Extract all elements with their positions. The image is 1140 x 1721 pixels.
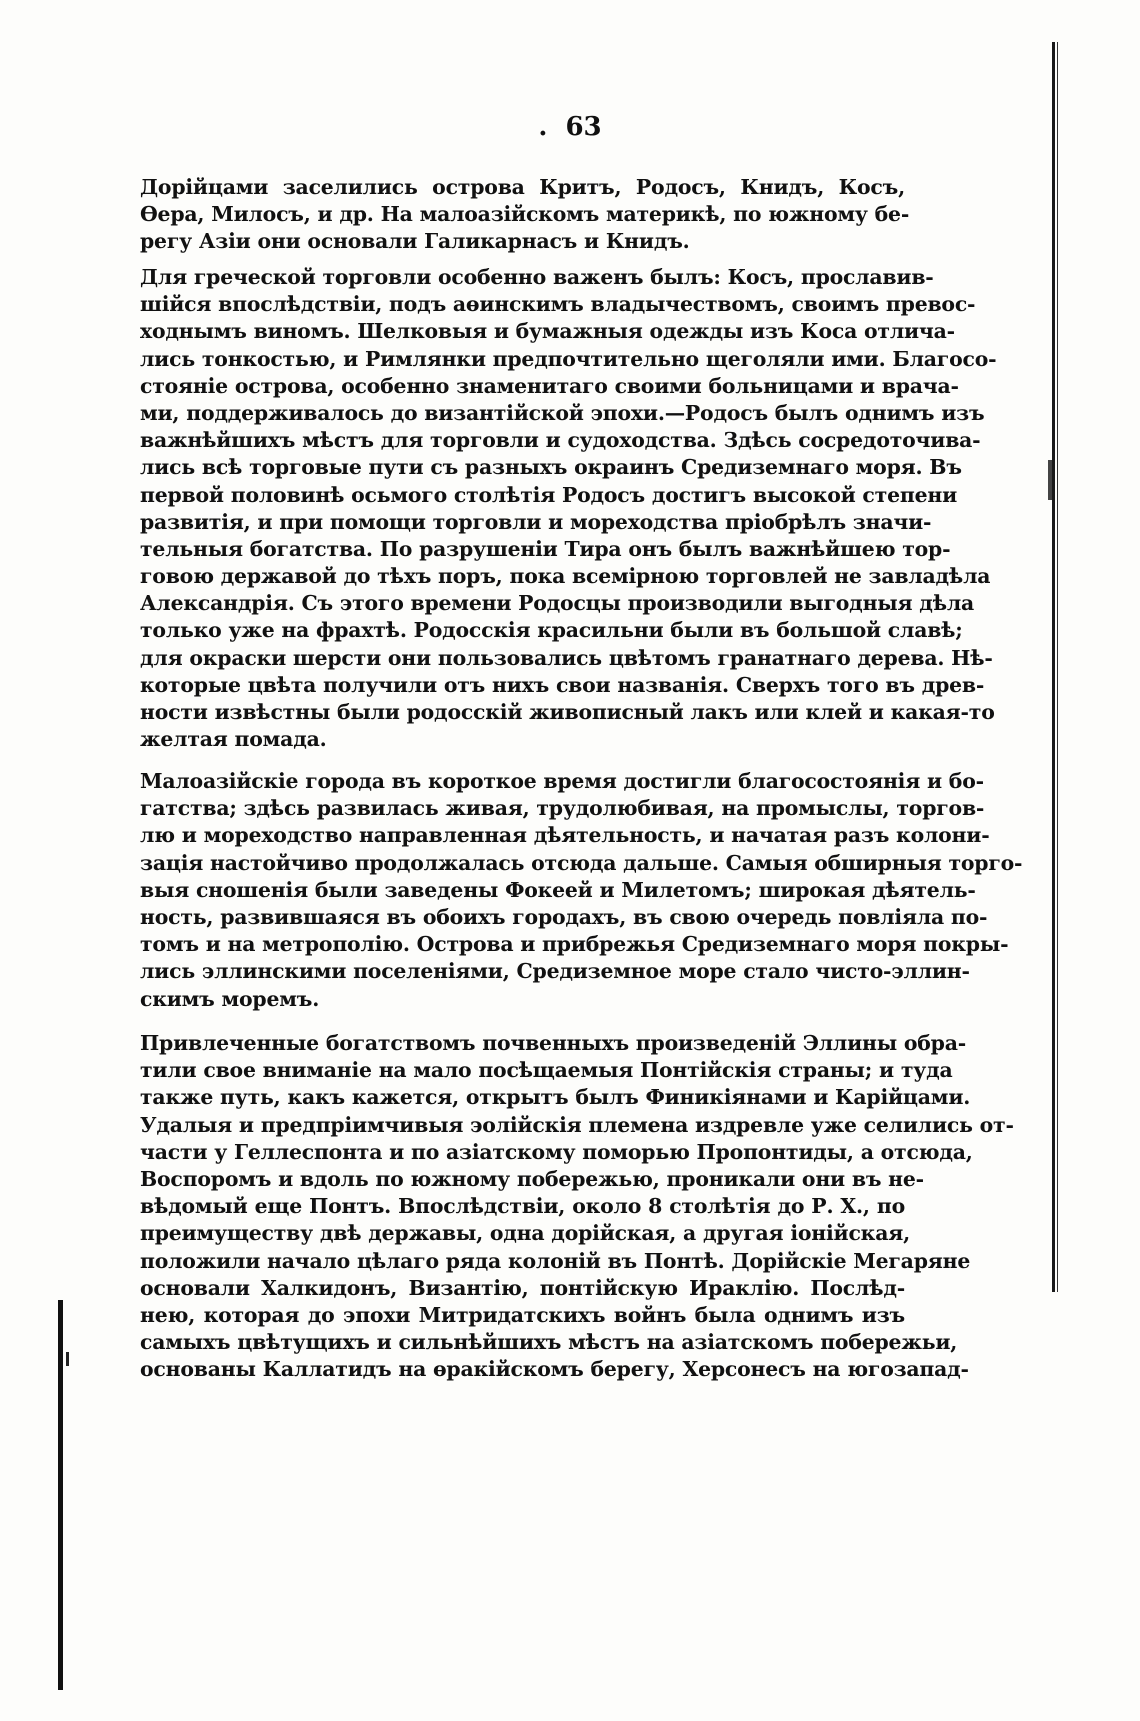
text-line: развитія, и при помощи торговли и мореходства пріобрѣлъ значи- bbox=[140, 509, 932, 534]
page-edge-mark bbox=[1048, 460, 1052, 500]
text-line: Александрія. Съ этого времени Родосцы производили выгодныя дѣла bbox=[140, 591, 975, 616]
page-number-value: 63 bbox=[565, 112, 602, 142]
text-line: стояніе острова, особенно знаменитаго своими больницами и врача- bbox=[140, 373, 959, 398]
text-line: ность, развившаяся въ обоихъ городахъ, въ свою очередь повліяла по- bbox=[140, 904, 988, 929]
page-number bbox=[0, 112, 1140, 142]
paragraph-asia-minor bbox=[140, 768, 1023, 1013]
text-line: Өера, Милосъ, и др. На малоазійскомъ материкѣ, по южному бе- bbox=[140, 202, 910, 227]
page-left-edge bbox=[58, 1300, 63, 1690]
text-line: выя сношенія были заведены Фокеей и Милетомъ; широкая дѣятель- bbox=[140, 877, 976, 902]
text-line: вѣдомый еще Понтъ. Впослѣдствіи, около 8 столѣтія до Р. Х., по bbox=[140, 1194, 905, 1219]
paragraph-trade bbox=[140, 264, 997, 753]
text-line: желтая помада. bbox=[140, 727, 327, 752]
text-line: говою державой до тѣхъ поръ, пока всемірною торговлей не завладѣла bbox=[140, 564, 991, 589]
text-line: Удалыя и предпріимчивыя эолійскія племена издревле уже селились от- bbox=[140, 1112, 1014, 1137]
text-line: положили начало цѣлаго ряда колоній въ Понтѣ. Дорійскіе Мегаряне bbox=[140, 1248, 971, 1273]
text-line: Дорійцами заселились острова Критъ, Родосъ, Книдъ, Косъ, bbox=[140, 175, 905, 199]
text-line: только уже на фрахтѣ. Родосскія красильни были въ большой славѣ; bbox=[140, 618, 963, 643]
paragraph-pontus bbox=[140, 1030, 1014, 1383]
text-line: Для греческой торговли особенно важенъ былъ: Косъ, прославив- bbox=[140, 265, 934, 289]
text-line: самыхъ цвѣтущихъ и сильнѣйшихъ мѣстъ на азіатскомъ побережьи, bbox=[140, 1330, 958, 1355]
text-line: регу Азіи они основали Галикарнасъ и Книдъ. bbox=[140, 229, 690, 254]
text-line: Воспоромъ и вдоль по южному побережью, проникали они въ не- bbox=[140, 1166, 924, 1191]
text-line: лись всѣ торговые пути съ разныхъ окраинъ Средиземнаго моря. Въ bbox=[140, 455, 962, 480]
text-line: ности извѣстны были родосскій живописный лакъ или клей и какая-то bbox=[140, 700, 995, 724]
text-line: скимъ моремъ. bbox=[140, 986, 320, 1011]
page-left-tick bbox=[66, 1352, 69, 1366]
text-line: ходнымъ виномъ. Шелковыя и бумажныя одежды изъ Коса отлича- bbox=[140, 319, 955, 344]
text-line: первой половинѣ осьмого столѣтія Родосъ достигъ высокой степени bbox=[140, 482, 957, 507]
text-line: основаны Каллатидъ на өракійскомъ берегу, Херсонесъ на югозапад- bbox=[140, 1357, 969, 1382]
text-line: томъ и на метрополію. Острова и прибрежья Средиземнаго моря покры- bbox=[140, 932, 1009, 957]
text-line: лись эллинскими поселеніями, Средиземное море стало чисто-эллин- bbox=[140, 959, 970, 984]
text-line: основали Халкидонъ, Византію, понтійскую Ираклію. Послѣд- bbox=[140, 1275, 905, 1300]
text-line: ми, поддерживалось до византійской эпохи.—Родосъ былъ однимъ изъ bbox=[140, 400, 985, 425]
text-line: тили свое вниманіе на мало посѣщаемыя Понтійскія страны; и туда bbox=[140, 1058, 953, 1083]
text-line: также путь, какъ кажется, открытъ былъ Финикіянами и Карійцами. bbox=[140, 1085, 971, 1110]
page-number-mark: . bbox=[538, 112, 548, 142]
text-line: лись тонкостью, и Римлянки предпочтительно щеголяли ими. Благосо- bbox=[140, 346, 997, 371]
text-line: которые цвѣта получили отъ нихъ свои названія. Сверхъ того въ древ- bbox=[140, 672, 985, 697]
text-line: зація настойчиво продолжалась отсюда дальше. Самыя обширныя торго- bbox=[140, 850, 1023, 875]
text-line: части у Геллеспонта и по азіатскому поморью Пропонтиды, а отсюда, bbox=[140, 1139, 973, 1164]
paragraph-dorians bbox=[140, 174, 910, 256]
page-binding-edge bbox=[1052, 42, 1060, 1292]
text-line: преимуществу двѣ державы, одна дорійская, а другая іонійская, bbox=[140, 1221, 910, 1246]
text-line: Малоазійскіе города въ короткое время достигли благосостоянія и бо- bbox=[140, 769, 984, 793]
text-line: шійся впослѣдствіи, подъ аөинскимъ владычествомъ, своимъ превос- bbox=[140, 292, 976, 317]
text-line: лю и мореходство направленная дѣятельность, и начатая разъ колони- bbox=[140, 823, 990, 848]
text-line: гатства; здѣсь развилась живая, трудолюбивая, на промыслы, торгов- bbox=[140, 796, 985, 821]
text-line: тельныя богатства. По разрушеніи Тира онъ былъ важнѣйшею тор- bbox=[140, 536, 951, 561]
text-line: Привлеченные богатствомъ почвенныхъ произведеній Эллины обра- bbox=[140, 1031, 967, 1055]
text-line: важнѣйшихъ мѣстъ для торговли и судоходства. Здѣсь сосредоточива- bbox=[140, 428, 981, 453]
text-line: нею, которая до эпохи Митридатскихъ войнъ была однимъ изъ bbox=[140, 1302, 905, 1327]
text-line: для окраски шерсти они пользовались цвѣтомъ гранатнаго дерева. Нѣ- bbox=[140, 645, 993, 670]
